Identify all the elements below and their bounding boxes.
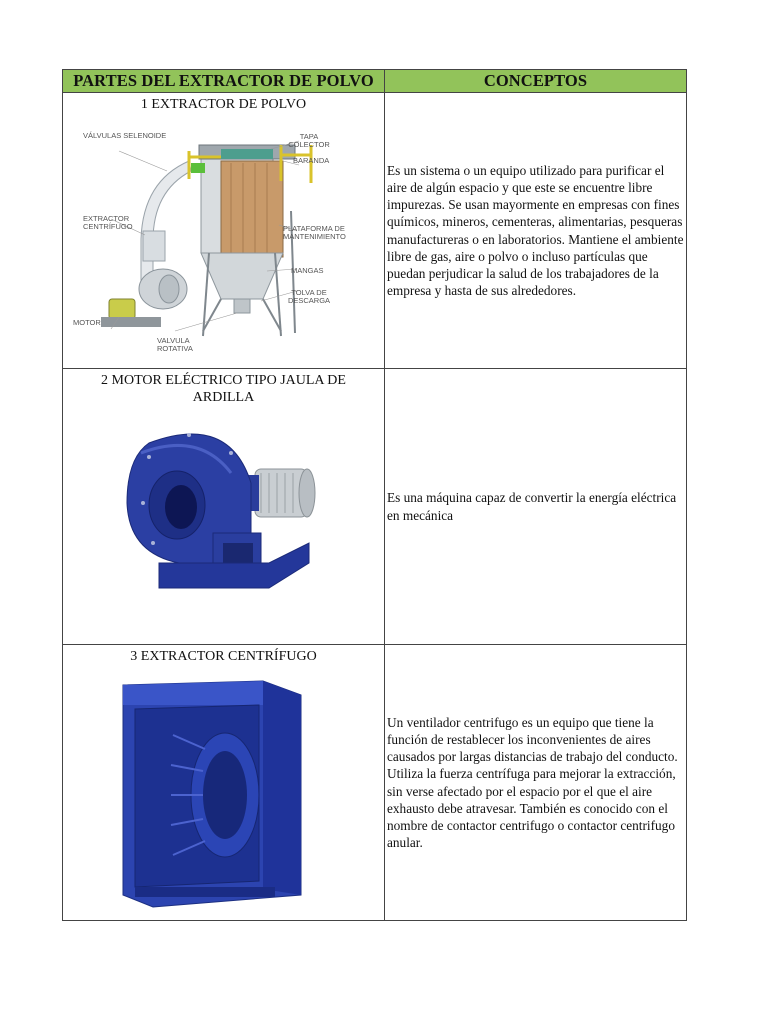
concept-text-1: Es un sistema o un equipo utilizado para purificar el aire de algún espacio y que este se encuentre libre impurezas. Se usan mayormente en empresas con fines químicos, mineros, cementeras, alimentarias, pesqueras manufactureras o en laboratorios. Mantiene el ambiente libre de gas, aire o polvo o incluso partículas que puedan perjudicar la salud de los trabajadores de la empresa y hasta de sus alrededores. <box>385 93 687 369</box>
header-parts: PARTES DEL EXTRACTOR DE POLVO <box>63 70 385 93</box>
label-valvula-rotativa: VALVULA ROTATIVA <box>157 336 193 353</box>
label-baranda: BARANDA <box>293 156 330 165</box>
header-concepts: CONCEPTOS <box>385 70 687 93</box>
concept-text-3: Un ventilador centrifugo es un equipo que tiene la función de restablecer los inconvenientes de aires causados por largas distancias de trabajo del conducto. Utiliza la fuerza centrífuga para mejorar la extracción, sin verse afectado por el espacio por el que el aire exhausto debe atravesar. También es conocido con el nombre de contactor centrifugo o contactor centrifugo anular. <box>385 645 687 921</box>
label-tolva: TOLVA DE DESCARGA <box>287 288 331 305</box>
centrifugal-extractor-image <box>113 675 313 911</box>
part-cell-2 <box>63 369 385 645</box>
squirrel-cage-motor-image <box>119 413 329 613</box>
label-extractor: EXTRACTOR CENTRÍFUGO <box>83 214 133 231</box>
parts-table <box>62 69 687 921</box>
part-title-1: 1 EXTRACTOR DE POLVO <box>140 97 307 112</box>
label-plataforma: PLATAFORMA DE MANTENIMIENTO <box>283 224 346 241</box>
label-valvulas: VÁLVULAS SELENOIDE <box>83 131 167 140</box>
part-title-3: 3 EXTRACTOR CENTRÍFUGO <box>130 649 317 664</box>
part-title-2: 2 MOTOR ELÉCTRICO TIPO JAULA DE ARDILLA <box>101 373 346 405</box>
label-mangas: MANGAS <box>291 266 324 275</box>
label-tapa: TAPA COLECTOR <box>288 132 330 149</box>
part-cell-1 <box>63 93 385 369</box>
label-motor: MOTOR <box>73 318 101 327</box>
part-cell-3 <box>63 645 385 921</box>
concept-text-2: Es una máquina capaz de convertir la energía eléctrica en mecánica <box>385 369 687 645</box>
